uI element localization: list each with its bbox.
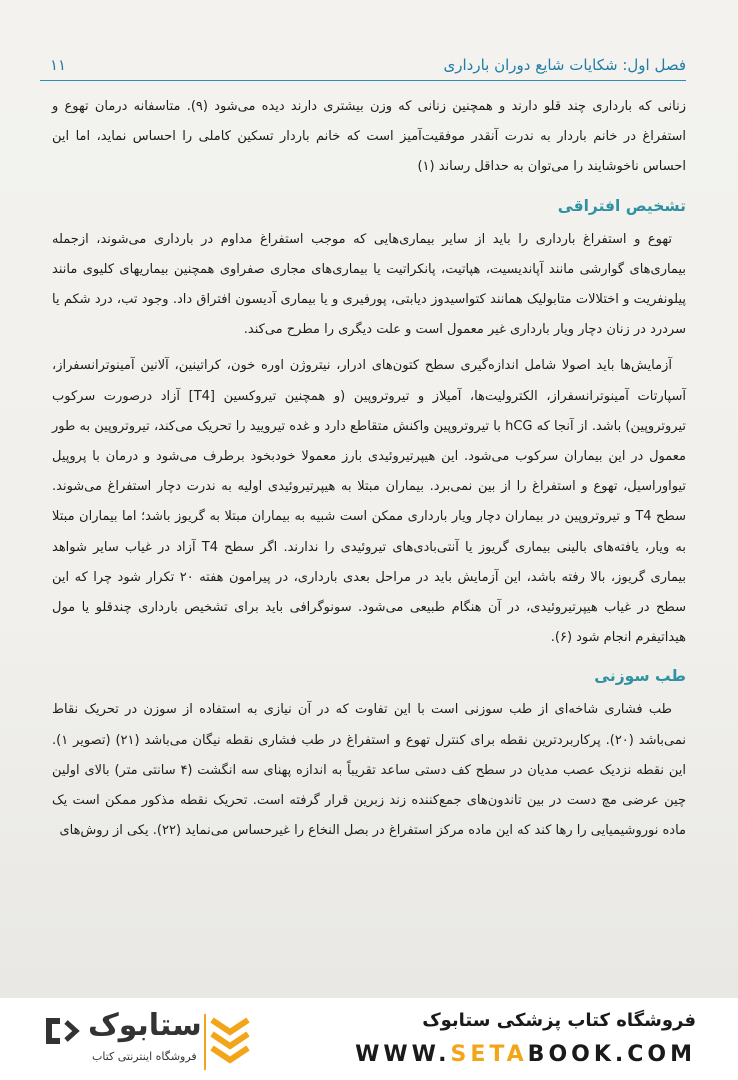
page-number: ۱۱ xyxy=(50,56,67,74)
page-body xyxy=(52,92,686,852)
store-url-suffix: BOOK.COM xyxy=(527,1042,696,1067)
store-banner xyxy=(0,998,738,1080)
logo-chevron-icon xyxy=(204,1014,250,1070)
intro-paragraph: زنانی که بارداری چند قلو دارند و همچنین زنانی که وزن بیشتری دارند دیده می‌شود (۹). متاسفانه درمان تهوع و استفراغ در خانم باردار به ندرت آنقدر موفقیت‌آمیز است که خانم باردار تسکین کاملی را احساس نماید، اما این احساس ناخوشایند را می‌توان به حداقل رساند (۱) xyxy=(52,99,686,175)
running-header xyxy=(40,52,686,81)
store-url-prefix: WWW. xyxy=(355,1042,451,1067)
logo-bracket-icon xyxy=(40,1014,80,1048)
store-name: فروشگاه کتاب پزشکی ستابوک xyxy=(422,1010,696,1031)
differential-diagnosis-paragraph-1: تهوع و استفراغ بارداری را باید از سایر بیماری‌هایی که موجب استفراغ مداوم در بارداری می‌شوند، ازجمله بیماری‌های گوارشی مانند آپاندیسیت، هپاتیت، پانکراتیت یا بیماری‌های مجاری صفراوی همچنین بیماریهای کلیوی مانند پیلونفریت و اختلالات متابولیک همانند کتواسیدوز دیابتی، پورفیری و یا بیماری آدیسون افتراق داد. وجود تب، درد شکم یا سردرد در زنان دچار ویار بارداری غیر معمول است و علت دیگری را مطرح می‌کند. xyxy=(52,231,686,338)
section-title-differential-diagnosis: تشخیص افتراقی xyxy=(557,196,686,215)
logo-tagline: فروشگاه اینترنتی کتاب xyxy=(92,1050,197,1063)
store-logo xyxy=(40,1008,290,1074)
chapter-title: فصل اول: شکایات شایع دوران بارداری xyxy=(443,56,686,74)
differential-diagnosis-paragraph-2: آزمایش‌ها باید اصولا شامل اندازه‌گیری سطح کتون‌های ادرار، نیتروژن اوره خون، کراتینین، آلانین آمینوترانسفراز، آسپارتات آمینوترانسفراز، الکترولیت‌ها، آمیلاز و تیروتروپین (و همچنین تیروکسین [T4] آزاد درصورت سرکوب تیروتروپین) باشد. از آنجا که hCG با تیروتروپین واکنش متقاطع دارد و غده تیرویید را تحریک می‌کند، تیروتروپین به طور معمول در این بیماران سرکوب می‌شود. این هیپرتیروئیدی بارز معمولا خودبخود برطرف می‌شود و درمان با پروپیل تیواوراسیل، تهوع و استفراغ را از بین نمی‌برد. بیماران مبتلا به هیپرتیروئیدی اولیه به ندرت دچار استفراغ می‌شوند. سطح T4 و تیروتروپین در بیماران دچار ویار بارداری ممکن است شبیه به بیماران مبتلا به گریوز باشد؛ اما بیماران مبتلا به ویار، یافته‌های بالینی بیماری گریوز یا آنتی‌بادی‌های تیروئیدی را ندارند. اگر سطح T4 آزاد در غیاب سایر شواهد بیماری گریوز، بالا رفته باشد، این آزمایش باید در مراحل بعدی بارداری، در پیرامون هفته ۲۰ تکرار شود چرا که این سطح در غیاب هیپرتیروئیدی، در آن هنگام طبیعی می‌شود. سونوگرافی باید برای تشخیص بارداری چندقلو یا مول هیداتیفرم انجام شود (۶). xyxy=(52,358,686,646)
logo-name: ستابوک xyxy=(88,1008,202,1043)
acupuncture-paragraph: طب فشاری شاخه‌ای از طب سوزنی است با این تفاوت که در آن نیازی به استفاده از سوزن در تحریک نقاط نمی‌باشد (۲۰). پرکاربردترین نقطه برای کنترل تهوع و استفراغ در طب فشاری نقطه نیگان می‌باشد (۲۱) (تصویر ۱). این نقطه نزدیک عصب مدیان در سطح کف دستی ساعد تقریباً به اندازه پهنای سه انگشت (۴ سانتی متر) بالای اولین چین عرضی مچ دست در بین تاندون‌های جمع‌کننده زند زبرین قرار گرفته است. تحریک نقطه مذکور ممکن است یک ماده نوروشیمیایی را رها کند که این ماده مرکز استفراغ در بصل النخاع را غیرحساس می‌نماید (۲۲). یکی از روش‌های xyxy=(52,702,687,839)
store-url-accent: SETA xyxy=(450,1042,528,1067)
store-url[interactable] xyxy=(355,1042,696,1067)
section-title-acupuncture: طب سوزنی xyxy=(594,667,686,686)
